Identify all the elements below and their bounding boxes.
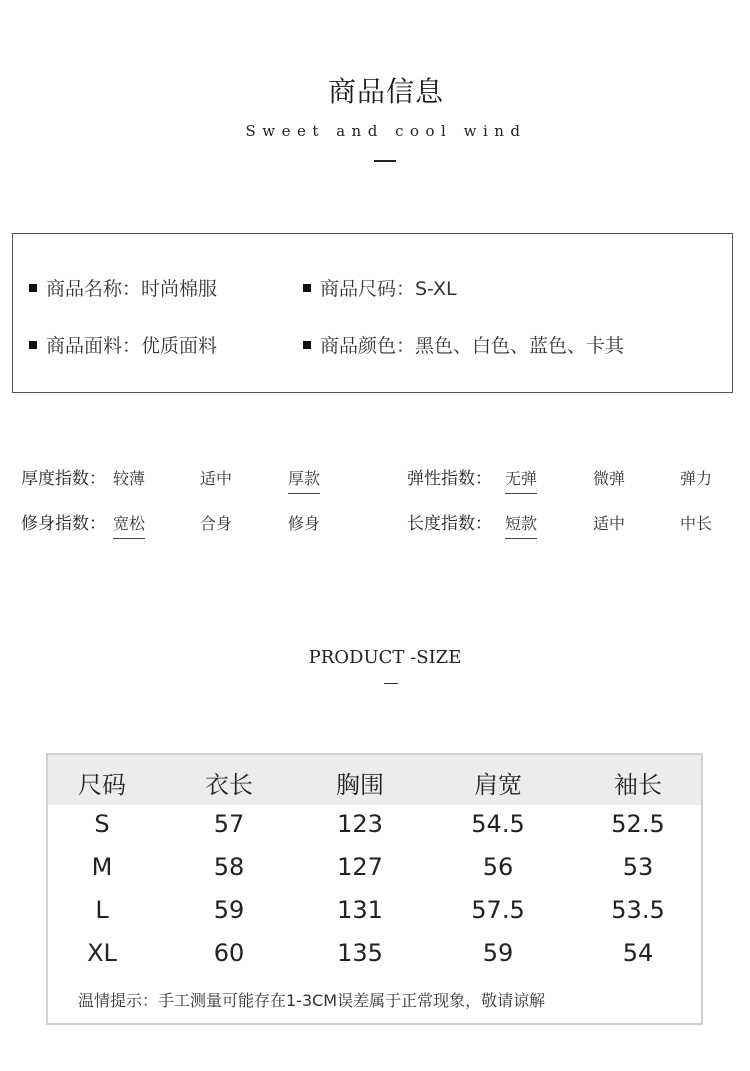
index-option: 修身 — [288, 514, 321, 533]
size-cell: 59 — [213, 896, 245, 924]
size-cell: 131 — [337, 896, 383, 924]
size-header-cell: 袖长 — [614, 771, 662, 799]
size-section-title: PRODUCT -SIZE — [308, 647, 462, 668]
index-label: 厚度指数： — [21, 469, 106, 489]
size-header-cell: 衣长 — [205, 771, 253, 799]
index-option-selected: 短款 — [505, 511, 537, 539]
page-title: 商品信息 — [327, 75, 444, 108]
size-header-cell: 胸围 — [336, 771, 384, 799]
index-option: 弹力 — [680, 469, 713, 488]
info-name-text: 商品名称：时尚棉服 — [46, 278, 218, 300]
bullet-icon — [29, 284, 37, 292]
bullet-icon — [303, 284, 311, 292]
size-header-cell: 肩宽 — [474, 771, 522, 799]
index-option: 中长 — [680, 514, 713, 533]
info-color — [303, 331, 624, 358]
size-cell: 56 — [482, 853, 514, 881]
index-option: 适中 — [593, 514, 626, 533]
size-header-cell: 尺码 — [78, 771, 126, 799]
size-cell: 57 — [213, 810, 245, 838]
measurement-note: 温情提示：手工测量可能存在1-3CM误差属于正常现象，敬请谅解 — [78, 991, 546, 1010]
size-cell: 60 — [213, 939, 245, 967]
size-cell: XL — [87, 939, 117, 967]
size-cell: 53 — [622, 853, 654, 881]
size-cell: S — [94, 810, 110, 838]
bullet-icon — [303, 341, 311, 349]
index-option-selected: 厚款 — [288, 466, 320, 494]
size-cell: 58 — [213, 853, 245, 881]
size-cell: 127 — [337, 853, 383, 881]
index-option-selected: 无弹 — [505, 466, 537, 494]
index-option: 较薄 — [113, 469, 146, 488]
info-name — [29, 274, 217, 301]
size-cell: L — [95, 896, 109, 924]
size-cell: M — [91, 853, 113, 881]
index-option-selected: 宽松 — [113, 511, 145, 539]
info-size — [303, 274, 457, 301]
bullet-icon — [29, 341, 37, 349]
index-option: 微弹 — [593, 469, 626, 488]
size-cell: 135 — [337, 939, 383, 967]
size-cell: 59 — [482, 939, 514, 967]
product-info-box — [12, 233, 733, 393]
size-cell: 52.5 — [611, 810, 665, 838]
index-label: 弹性指数： — [407, 469, 492, 489]
size-cell: 54 — [622, 939, 654, 967]
page-subtitle: Sweet and cool wind — [245, 122, 527, 140]
info-size-text: 商品尺码：S-XL — [320, 278, 457, 300]
info-color-text: 商品颜色：黑色、白色、蓝色、卡其 — [320, 335, 625, 357]
size-title-divider — [384, 683, 398, 684]
size-cell: 54.5 — [471, 810, 525, 838]
info-fabric — [29, 331, 217, 358]
size-cell: 53.5 — [611, 896, 665, 924]
size-table — [46, 753, 703, 1025]
index-label: 修身指数： — [21, 514, 106, 534]
index-option: 合身 — [200, 514, 233, 533]
title-divider — [374, 160, 396, 162]
size-cell: 123 — [337, 810, 383, 838]
info-fabric-text: 商品面料：优质面料 — [46, 335, 218, 357]
index-label: 长度指数： — [407, 514, 492, 534]
index-option: 适中 — [200, 469, 233, 488]
size-cell: 57.5 — [471, 896, 525, 924]
